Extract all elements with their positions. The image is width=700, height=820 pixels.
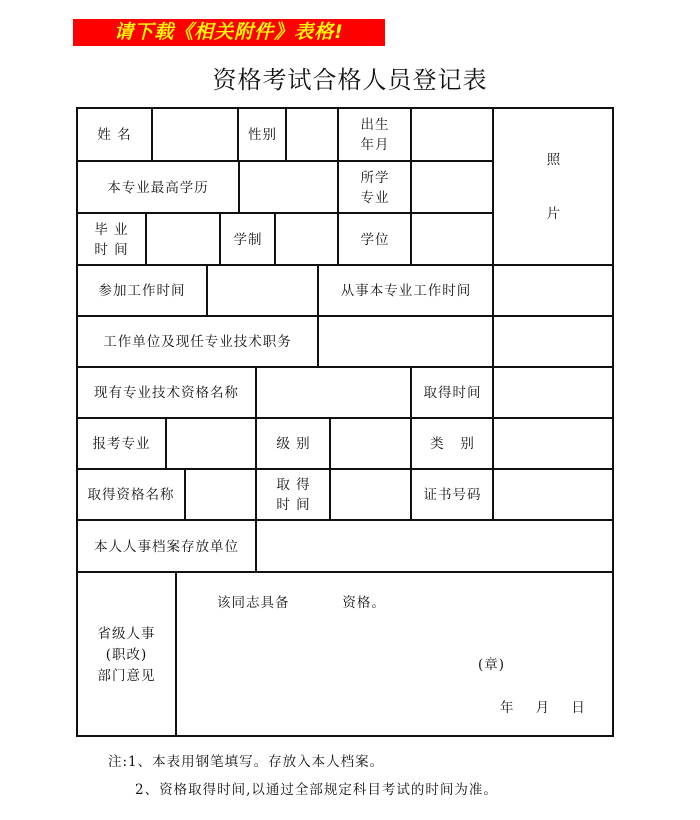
education-label: 本专业最高学历 (107, 179, 209, 196)
archive-label: 本人人事档案存放单位 (94, 538, 239, 555)
employer-label: 工作单位及现任专业技术职务 (103, 334, 292, 350)
photo-label: 照 片 (546, 151, 562, 222)
prof-work-label: 从事本专业工作时间 (340, 283, 472, 299)
gender-label: 性别 (248, 126, 277, 143)
birth-label: 出生 年月 (360, 116, 390, 153)
form-title: 资格考试合格人员登记表 (212, 66, 488, 94)
obtain-time-input-cell[interactable] (330, 469, 411, 520)
cert-no-input-cell[interactable] (493, 469, 614, 520)
graduation-label: 毕 业 时 间 (94, 221, 129, 258)
seal-label: (章) (478, 657, 506, 673)
employer-input-cell[interactable] (318, 316, 493, 367)
work-start-label: 参加工作时间 (98, 283, 186, 299)
level-input-cell[interactable] (330, 418, 411, 469)
degree-input-cell[interactable] (411, 213, 493, 265)
category-label: 类 别 (430, 436, 475, 452)
current-qual-label: 现有专业技术资格名称 (94, 385, 239, 401)
prof-work-input-cell[interactable] (493, 265, 614, 316)
schooling-input-cell[interactable] (275, 213, 338, 265)
obtained-time-input-cell[interactable] (493, 367, 614, 418)
schooling-label: 学制 (233, 231, 263, 248)
degree-label: 学位 (360, 231, 390, 248)
dept-opinion-label: 省级人事 (职改) 部门意见 (97, 625, 156, 684)
opinion-text: 该同志具备 资格。 (217, 595, 386, 611)
note-2: 2、资格取得时间,以通过全部规定科目考试的时间为准。 (135, 782, 498, 798)
archive-input-cell[interactable] (256, 520, 614, 572)
exam-major-input-cell[interactable] (166, 418, 256, 469)
name-input-cell[interactable] (152, 107, 238, 161)
date-label: 年 月 日 (500, 700, 586, 716)
obtained-qual-input-cell[interactable] (185, 469, 256, 520)
obtain-time-label: 取 得 时 间 (276, 477, 311, 513)
note-1: 注:1、本表用钢笔填写。存放入本人档案。 (108, 754, 385, 770)
graduation-input-cell[interactable] (146, 213, 220, 265)
birth-input-cell[interactable] (411, 107, 493, 161)
major-label: 所学 专业 (360, 169, 390, 206)
category-input-cell[interactable] (493, 418, 614, 469)
exam-major-label: 报考专业 (92, 436, 151, 452)
current-qual-input-cell[interactable] (256, 367, 411, 418)
download-banner[interactable]: 请下载《相关附件》表格! (73, 19, 385, 46)
level-label: 级 别 (276, 436, 311, 452)
education-input-cell[interactable] (239, 161, 338, 213)
major-input-cell[interactable] (411, 161, 493, 213)
name-label: 姓 名 (97, 126, 132, 143)
obtained-time-label: 取得时间 (423, 385, 482, 401)
work-start-input-cell[interactable] (207, 265, 318, 316)
employer-extra-cell[interactable] (493, 316, 614, 367)
obtained-qual-label: 取得资格名称 (87, 487, 175, 503)
gender-input-cell[interactable] (286, 107, 338, 161)
cert-no-label: 证书号码 (423, 487, 482, 503)
